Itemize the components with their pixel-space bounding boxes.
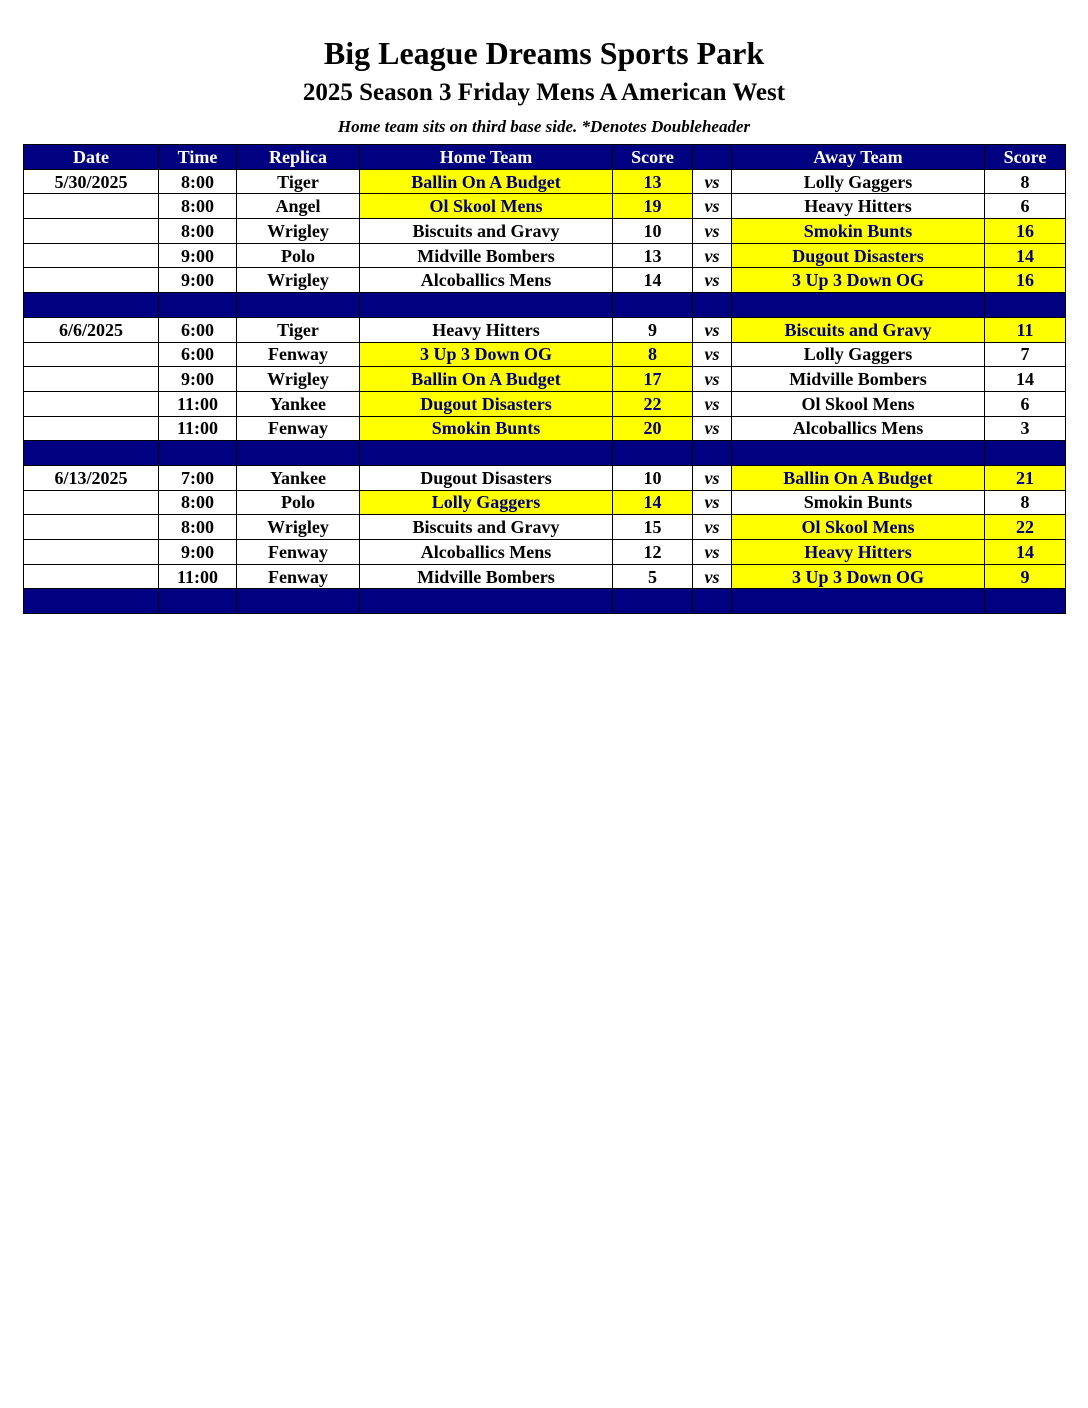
game-date	[24, 268, 159, 293]
home-score: 17	[613, 367, 693, 392]
game-replica: Tiger	[237, 317, 360, 342]
home-team: Heavy Hitters	[360, 317, 613, 342]
game-replica: Angel	[237, 194, 360, 219]
game-replica: Yankee	[237, 465, 360, 490]
home-score: 22	[613, 391, 693, 416]
separator-cell	[24, 441, 159, 466]
away-score: 14	[985, 243, 1066, 268]
vs-label: vs	[693, 268, 732, 293]
away-score: 9	[985, 564, 1066, 589]
home-score: 8	[613, 342, 693, 367]
game-time: 9:00	[159, 243, 237, 268]
game-replica: Yankee	[237, 391, 360, 416]
vs-label: vs	[693, 243, 732, 268]
week-separator-row	[24, 441, 1066, 466]
col-header-replica: Replica	[237, 145, 360, 170]
col-header-away-team: Away Team	[732, 145, 985, 170]
game-time: 11:00	[159, 416, 237, 441]
separator-cell	[693, 589, 732, 614]
vs-label: vs	[693, 342, 732, 367]
game-replica: Fenway	[237, 416, 360, 441]
game-date	[24, 391, 159, 416]
separator-cell	[237, 441, 360, 466]
separator-cell	[613, 441, 693, 466]
game-date	[24, 367, 159, 392]
game-time: 6:00	[159, 342, 237, 367]
home-team: Alcoballics Mens	[360, 268, 613, 293]
game-time: 9:00	[159, 268, 237, 293]
game-time: 7:00	[159, 465, 237, 490]
game-time: 9:00	[159, 367, 237, 392]
home-score: 20	[613, 416, 693, 441]
game-date	[24, 243, 159, 268]
week-separator-row	[24, 293, 1066, 318]
game-time: 8:00	[159, 219, 237, 244]
home-score: 10	[613, 465, 693, 490]
game-replica: Wrigley	[237, 268, 360, 293]
home-score: 14	[613, 490, 693, 515]
away-score: 21	[985, 465, 1066, 490]
away-score: 6	[985, 194, 1066, 219]
away-team: Alcoballics Mens	[732, 416, 985, 441]
vs-label: vs	[693, 194, 732, 219]
away-team: Dugout Disasters	[732, 243, 985, 268]
table-row	[24, 465, 1066, 490]
separator-cell	[159, 441, 237, 466]
schedule-note: Home team sits on third base side. *Denotes Doubleheader	[337, 117, 751, 136]
away-score: 14	[985, 540, 1066, 565]
home-score: 9	[613, 317, 693, 342]
game-date	[24, 490, 159, 515]
schedule-table	[23, 144, 1066, 614]
table-row	[24, 540, 1066, 565]
home-team: Smokin Bunts	[360, 416, 613, 441]
game-time: 8:00	[159, 169, 237, 194]
away-score: 6	[985, 391, 1066, 416]
separator-cell	[159, 293, 237, 318]
away-team: Ol Skool Mens	[732, 391, 985, 416]
game-replica: Tiger	[237, 169, 360, 194]
home-team: Ballin On A Budget	[360, 169, 613, 194]
col-header-time: Time	[159, 145, 237, 170]
separator-cell	[732, 293, 985, 318]
separator-cell	[237, 589, 360, 614]
separator-cell	[159, 589, 237, 614]
away-team: Ol Skool Mens	[732, 515, 985, 540]
home-score: 12	[613, 540, 693, 565]
col-header-vs	[693, 145, 732, 170]
table-row	[24, 416, 1066, 441]
home-score: 14	[613, 268, 693, 293]
table-row	[24, 243, 1066, 268]
away-team: Biscuits and Gravy	[732, 317, 985, 342]
home-team: Lolly Gaggers	[360, 490, 613, 515]
table-header	[24, 145, 1066, 170]
game-time: 11:00	[159, 564, 237, 589]
vs-label: vs	[693, 219, 732, 244]
away-score: 14	[985, 367, 1066, 392]
table-body	[24, 169, 1066, 613]
separator-cell	[24, 589, 159, 614]
away-team: 3 Up 3 Down OG	[732, 268, 985, 293]
away-team: Heavy Hitters	[732, 540, 985, 565]
away-team: Heavy Hitters	[732, 194, 985, 219]
table-row	[24, 268, 1066, 293]
home-team: Ballin On A Budget	[360, 367, 613, 392]
home-score: 19	[613, 194, 693, 219]
vs-label: vs	[693, 465, 732, 490]
away-score: 16	[985, 268, 1066, 293]
game-time: 6:00	[159, 317, 237, 342]
away-team: Lolly Gaggers	[732, 342, 985, 367]
game-replica: Fenway	[237, 564, 360, 589]
away-team: Smokin Bunts	[732, 219, 985, 244]
vs-label: vs	[693, 490, 732, 515]
home-score: 15	[613, 515, 693, 540]
vs-label: vs	[693, 317, 732, 342]
separator-cell	[693, 293, 732, 318]
away-score: 8	[985, 490, 1066, 515]
separator-cell	[985, 589, 1066, 614]
home-team: Midville Bombers	[360, 564, 613, 589]
game-date	[24, 219, 159, 244]
vs-label: vs	[693, 169, 732, 194]
home-score: 13	[613, 243, 693, 268]
away-score: 8	[985, 169, 1066, 194]
vs-label: vs	[693, 540, 732, 565]
separator-cell	[693, 441, 732, 466]
game-replica: Wrigley	[237, 515, 360, 540]
table-row	[24, 564, 1066, 589]
home-score: 10	[613, 219, 693, 244]
separator-cell	[732, 589, 985, 614]
vs-label: vs	[693, 515, 732, 540]
game-date: 5/30/2025	[24, 169, 159, 194]
col-header-home-team: Home Team	[360, 145, 613, 170]
game-replica: Fenway	[237, 342, 360, 367]
home-team: Midville Bombers	[360, 243, 613, 268]
game-replica: Fenway	[237, 540, 360, 565]
separator-cell	[732, 441, 985, 466]
game-replica: Wrigley	[237, 367, 360, 392]
game-time: 8:00	[159, 194, 237, 219]
home-team: Biscuits and Gravy	[360, 515, 613, 540]
game-time: 8:00	[159, 515, 237, 540]
away-score: 22	[985, 515, 1066, 540]
separator-cell	[360, 293, 613, 318]
away-team: 3 Up 3 Down OG	[732, 564, 985, 589]
separator-cell	[360, 441, 613, 466]
home-team: Dugout Disasters	[360, 465, 613, 490]
away-score: 11	[985, 317, 1066, 342]
game-date: 6/13/2025	[24, 465, 159, 490]
vs-label: vs	[693, 564, 732, 589]
col-header-away-score: Score	[985, 145, 1066, 170]
away-team: Lolly Gaggers	[732, 169, 985, 194]
separator-cell	[360, 589, 613, 614]
vs-label: vs	[693, 416, 732, 441]
separator-cell	[24, 293, 159, 318]
home-team: Dugout Disasters	[360, 391, 613, 416]
week-separator-row	[24, 589, 1066, 614]
separator-cell	[613, 293, 693, 318]
game-date	[24, 564, 159, 589]
page-subtitle: 2025 Season 3 Friday Mens A American West	[302, 79, 786, 106]
game-date	[24, 515, 159, 540]
table-row	[24, 342, 1066, 367]
page-title: Big League Dreams Sports Park	[323, 35, 765, 71]
away-team: Smokin Bunts	[732, 490, 985, 515]
away-score: 3	[985, 416, 1066, 441]
separator-cell	[985, 441, 1066, 466]
table-row	[24, 317, 1066, 342]
away-score: 16	[985, 219, 1066, 244]
away-team: Ballin On A Budget	[732, 465, 985, 490]
game-replica: Wrigley	[237, 219, 360, 244]
home-score: 13	[613, 169, 693, 194]
table-row	[24, 367, 1066, 392]
home-team: Alcoballics Mens	[360, 540, 613, 565]
game-date	[24, 194, 159, 219]
game-date	[24, 540, 159, 565]
separator-cell	[237, 293, 360, 318]
game-replica: Polo	[237, 490, 360, 515]
game-time: 11:00	[159, 391, 237, 416]
home-team: Biscuits and Gravy	[360, 219, 613, 244]
separator-cell	[613, 589, 693, 614]
game-time: 8:00	[159, 490, 237, 515]
home-team: Ol Skool Mens	[360, 194, 613, 219]
table-row	[24, 490, 1066, 515]
table-row	[24, 219, 1066, 244]
vs-label: vs	[693, 391, 732, 416]
table-row	[24, 194, 1066, 219]
game-replica: Polo	[237, 243, 360, 268]
vs-label: vs	[693, 367, 732, 392]
away-score: 7	[985, 342, 1066, 367]
table-row	[24, 515, 1066, 540]
home-score: 5	[613, 564, 693, 589]
col-header-home-score: Score	[613, 145, 693, 170]
separator-cell	[985, 293, 1066, 318]
home-team: 3 Up 3 Down OG	[360, 342, 613, 367]
away-team: Midville Bombers	[732, 367, 985, 392]
table-row	[24, 391, 1066, 416]
game-date	[24, 342, 159, 367]
game-date	[24, 416, 159, 441]
game-time: 9:00	[159, 540, 237, 565]
col-header-date: Date	[24, 145, 159, 170]
game-date: 6/6/2025	[24, 317, 159, 342]
table-row	[24, 169, 1066, 194]
